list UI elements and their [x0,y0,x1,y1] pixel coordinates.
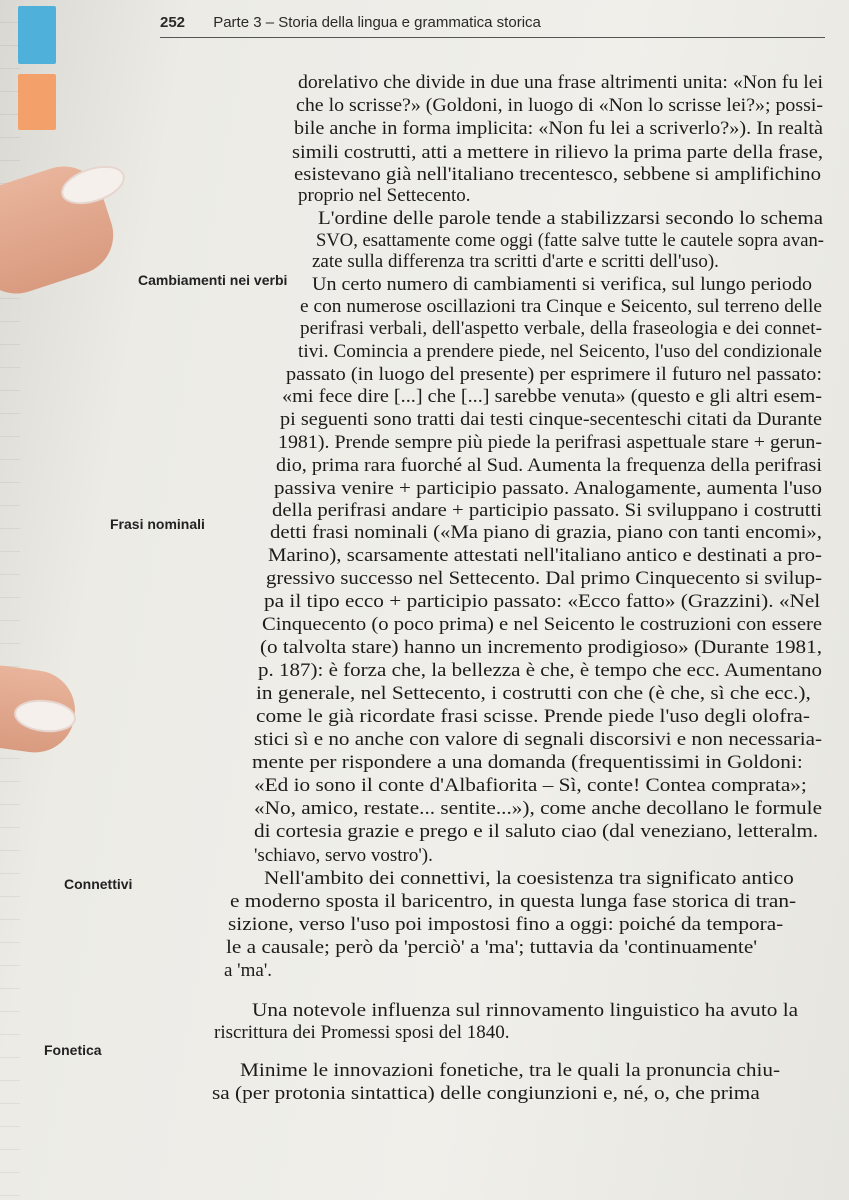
margin-label-nominal: Frasi nominali [110,516,205,532]
page-number: 252 [160,14,186,31]
text-line: perifrasi verbali, dell'aspetto verbale, della fraseologia e dei connet- [300,318,822,339]
text-line: passiva venire + participio passato. Analogamente, aumenta l'uso [274,478,822,499]
text-line: proprio nel Settecento. [298,185,471,206]
text-line: Cinquecento (o poco prima) e nel Seicento le costruzioni con essere [262,614,822,635]
text-line: e moderno sposta il baricentro, in questa lunga fase storica di tran- [230,891,797,912]
text-line: che lo scrisse?» (Goldoni, in luogo di «Non lo scrisse lei?»; possi- [296,95,823,116]
text-line: «Ed io sono il conte d'Albafiorita – Sì, conte! Contea comprata»; [254,775,807,796]
text-line: gressivo successo nel Settecento. Dal primo Cinquecento si svilup- [266,568,822,589]
text-line: Marino), scarsamente attestati nell'italiano antico e destinati a pro- [268,545,822,566]
text-line: dorelativo che divide in due una frase altrimenti unita: «Non fu lei [298,72,823,93]
text-line: bile anche in forma implicita: «Non fu lei a scriverlo?»). In realtà [294,118,823,139]
text-line: esistevano già nell'italiano trecentesco, sebbene si amplifichino [294,164,821,185]
text-line: simili costrutti, atti a mettere in rilievo la prima parte della frase, [292,142,823,163]
text-line: 'schiavo, servo vostro'). [254,845,433,866]
text-line: pa il tipo ecco + participio passato: «Ecco fatto» (Grazzini). «Nel [264,591,821,612]
text-line: p. 187): è forza che, la bellezza è che, è tempo che ecc. Aumentano [258,660,822,681]
margin-label-phonetics: Fonetica [44,1042,102,1058]
text-line: e con numerose oscillazioni tra Cinque e Seicento, sul terreno delle [300,296,822,317]
text-line: 1981). Prende sempre più piede la perifrasi aspettuale stare + gerun- [278,432,822,453]
text-line: mente per rispondere a una domanda (frequentissimi in Goldoni: [252,752,803,773]
running-title: Parte 3 – Storia della lingua e grammatica storica [213,14,541,31]
text-line: passato (in luogo del presente) per esprimere il futuro nel passato: [286,364,822,385]
running-header [160,14,825,38]
text-line: le a causale; però da 'perciò' a 'ma'; tuttavia da 'continuamente' [226,937,758,958]
text-line: zate sulla differenza tra scritti d'arte e scritti dell'uso). [312,251,719,272]
text-line: dio, prima rara fuorché al Sud. Aumenta la frequenza della perifrasi [276,455,822,476]
text-line: sizione, verso l'uso poi impostosi fino a oggi: poiché da tempora- [228,914,784,935]
text-line: (o talvolta stare) hanno un incremento prodigioso» (Durante 1981, [260,637,822,658]
text-line: «mi fece dire [...] che [...] sarebbe venuta» (questo e gli altri esem- [282,386,822,407]
text-line: riscrittura dei Promessi sposi del 1840. [214,1022,510,1043]
text-line: SVO, esattamente come oggi (fatte salve tutte le cautele sopra avan- [316,230,824,251]
text-line: a 'ma'. [224,960,272,981]
text-line: in generale, nel Settecento, i costrutti con che (è che, sì che ecc.), [256,683,811,704]
orange-sticky-tab [18,74,56,130]
text-line: Minime le innovazioni fonetiche, tra le quali la pronuncia chiu- [240,1060,781,1081]
text-line: Una notevole influenza sul rinnovamento linguistico ha avuto la [252,1000,799,1021]
text-line: Un certo numero di cambiamenti si verifica, sul lungo periodo [312,274,812,295]
margin-label-verbs: Cambiamenti nei verbi [138,272,288,288]
blue-sticky-tab [18,6,56,64]
text-line: detti frasi nominali («Ma piano di grazia, piano con tanti encomi», [270,522,822,543]
text-line: L'ordine delle parole tende a stabilizzarsi secondo lo schema [318,208,823,229]
text-line: come le già ricordate frasi scisse. Prende piede l'uso degli olofra- [256,706,810,727]
margin-label-connectives: Connettivi [64,876,133,892]
text-line: della perifrasi andare + participio passato. Si sviluppano i costrutti [272,500,822,521]
text-line: di cortesia grazie e prego e il saluto ciao (dal veneziano, letteralm. [254,821,819,842]
text-line: tivi. Comincia a prendere piede, nel Seicento, l'uso del condizionale [298,341,822,362]
text-line: Nell'ambito dei connettivi, la coesistenza tra significato antico [264,868,794,889]
text-line: «No, amico, restate... sentite...»), come anche decollano le formule [254,798,822,819]
text-line: pi seguenti sono tratti dai testi cinque-secenteschi citati da Durante [280,409,822,430]
text-line: stici sì e no anche con valore di segnali discorsivi e non necessaria- [254,729,822,750]
text-line: sa (per protonia sintattica) delle congiunzioni e, né, o, che prima [212,1083,760,1104]
